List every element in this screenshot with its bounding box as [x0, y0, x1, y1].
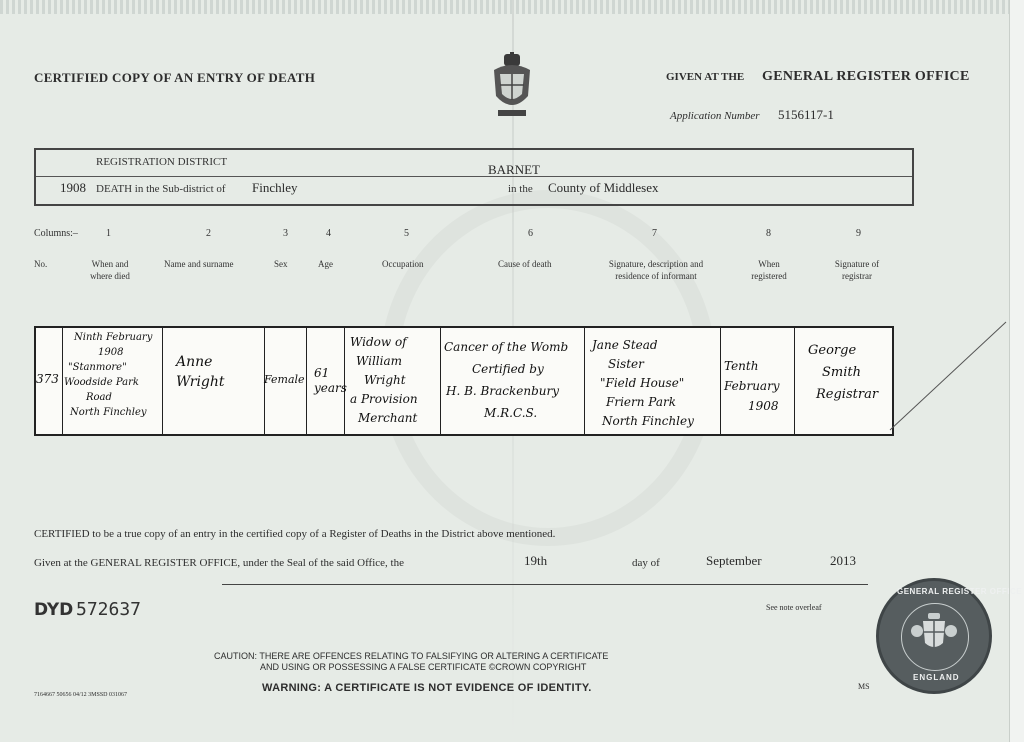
column-divider — [162, 328, 163, 434]
entry-number: 373 — [36, 372, 59, 386]
cancellation-line — [880, 318, 1010, 434]
col-number-4: 4 — [326, 228, 331, 239]
when-registered — [724, 356, 780, 416]
col-number-6: 6 — [528, 228, 533, 239]
col-header-when-where: When and where died — [90, 259, 130, 281]
age-number: 61 — [314, 366, 330, 380]
col-number-9: 9 — [856, 228, 861, 239]
when-where-line: "Stanmore" — [68, 362, 127, 373]
registrar-line: George — [808, 343, 857, 358]
column-divider — [440, 328, 441, 434]
certified-statement: CERTIFIED to be a true copy of an entry in the certified copy of a Register of Deaths in the District above mentioned. — [34, 528, 556, 540]
registrar-signature — [808, 340, 878, 406]
age-value — [314, 366, 347, 396]
informant-line: North Finchley — [602, 414, 694, 428]
signature-rule — [222, 584, 868, 585]
occupation-line: William — [356, 354, 403, 368]
col-number-7: 7 — [652, 228, 657, 239]
col-header-name: Name and surname — [164, 259, 234, 269]
when-where-line: 1908 — [98, 347, 124, 358]
cause-line: H. B. Brackenbury — [446, 384, 559, 398]
col-header-age: Age — [318, 259, 333, 269]
caution-line-2: AND USING OR POSSESSING A FALSE CERTIFICATE ©CROWN COPYRIGHT — [260, 662, 587, 672]
see-note-overleaf: See note overleaf — [766, 603, 822, 612]
col-number-5: 5 — [404, 228, 409, 239]
cause-of-death — [444, 336, 568, 424]
registrar-line: Registrar — [816, 387, 879, 402]
columns-label: Columns:– — [34, 228, 78, 239]
col-header-registrar: Signature of registrar — [834, 259, 880, 281]
day-of-label: day of — [632, 557, 660, 569]
col-header-informant: Signature, description and residence of informant — [608, 259, 704, 281]
column-divider — [720, 328, 721, 434]
when-where-line: Woodside Park — [64, 377, 139, 388]
informant-line: "Field House" — [600, 376, 685, 390]
cert-month: September — [706, 553, 762, 568]
col-number-3: 3 — [283, 228, 288, 239]
col-number-8: 8 — [766, 228, 771, 239]
col-number-1: 1 — [106, 228, 111, 239]
when-where-line: Road — [86, 392, 112, 403]
age-unit: years — [314, 381, 347, 395]
cause-line: Cancer of the Womb — [444, 340, 569, 354]
warning-text: WARNING: A CERTIFICATE IS NOT EVIDENCE OF IDENTITY. — [262, 682, 592, 694]
cause-line: Certified by — [472, 362, 544, 376]
serial-number: 572637 — [76, 599, 142, 620]
informant-line: Sister — [608, 357, 644, 371]
gro-seal — [876, 578, 1023, 694]
when-where-died — [64, 330, 152, 420]
initials: MS — [858, 682, 870, 691]
application-number: 5156117-1 — [778, 107, 834, 122]
registered-line: February — [724, 379, 780, 393]
surname: Wright — [176, 374, 225, 390]
name-surname — [176, 352, 225, 392]
when-where-line: North Finchley — [70, 407, 147, 418]
given-at-prefix: GIVEN AT THE — [666, 71, 745, 83]
subdistrict-label: DEATH in the Sub-district of — [96, 183, 226, 195]
caution-line-1: CAUTION: THERE ARE OFFENCES RELATING TO FALSIFYING OR ALTERING A CERTIFICATE — [214, 651, 609, 661]
paper-edge — [1009, 0, 1024, 742]
serial-prefix: DYD — [34, 600, 74, 620]
royal-crest-icon — [488, 52, 536, 122]
registration-divider — [36, 176, 912, 177]
occupation-value — [350, 333, 418, 428]
certificate-title: CERTIFIED COPY OF AN ENTRY OF DEATH — [34, 70, 316, 85]
in-the-label: in the — [508, 183, 533, 195]
col-header-sex: Sex — [274, 259, 288, 269]
occupation-line: Wright — [364, 373, 406, 387]
application-label: Application Number — [670, 110, 760, 122]
county-value: County of Middlesex — [548, 180, 659, 195]
registered-line: Tenth — [724, 359, 759, 373]
col-number-2: 2 — [206, 228, 211, 239]
seal-text-top: GENERAL REGISTER OFFICE — [897, 587, 1023, 596]
informant — [590, 336, 694, 431]
col-header-no: No. — [34, 259, 48, 269]
seal-text-bottom: ENGLAND — [913, 673, 960, 682]
when-where-line: Ninth February — [74, 332, 153, 343]
occupation-line: a Provision — [350, 392, 418, 406]
column-divider — [794, 328, 795, 434]
district-value: BARNET — [488, 162, 540, 177]
registration-year: 1908 — [60, 180, 86, 195]
informant-line: Jane Stead — [592, 338, 658, 352]
informant-line: Friern Park — [606, 395, 676, 409]
cert-day: 19th — [524, 553, 548, 568]
registered-line: 1908 — [748, 399, 779, 413]
print-code: 7164667 50656 04/12 3MSSD 031067 — [34, 692, 128, 698]
column-divider — [306, 328, 307, 434]
occupation-line: Merchant — [358, 411, 418, 425]
column-divider — [62, 328, 63, 434]
forename: Anne — [176, 354, 213, 370]
col-header-cause: Cause of death — [498, 259, 552, 269]
given-under-seal: Given at the GENERAL REGISTER OFFICE, under the Seal of the said Office, the — [34, 557, 404, 569]
cert-year: 2013 — [830, 553, 856, 568]
column-divider — [584, 328, 585, 434]
col-header-when-registered: When registered — [751, 259, 787, 281]
office-name: GENERAL REGISTER OFFICE — [762, 69, 970, 84]
registrar-line: Smith — [822, 365, 861, 380]
subdistrict-value: Finchley — [252, 180, 298, 195]
cause-line: M.R.C.S. — [484, 406, 538, 420]
district-label: REGISTRATION DISTRICT — [96, 156, 228, 168]
sex-value: Female — [264, 373, 305, 386]
col-header-occupation: Occupation — [382, 259, 424, 269]
occupation-line: Widow of — [350, 335, 407, 349]
